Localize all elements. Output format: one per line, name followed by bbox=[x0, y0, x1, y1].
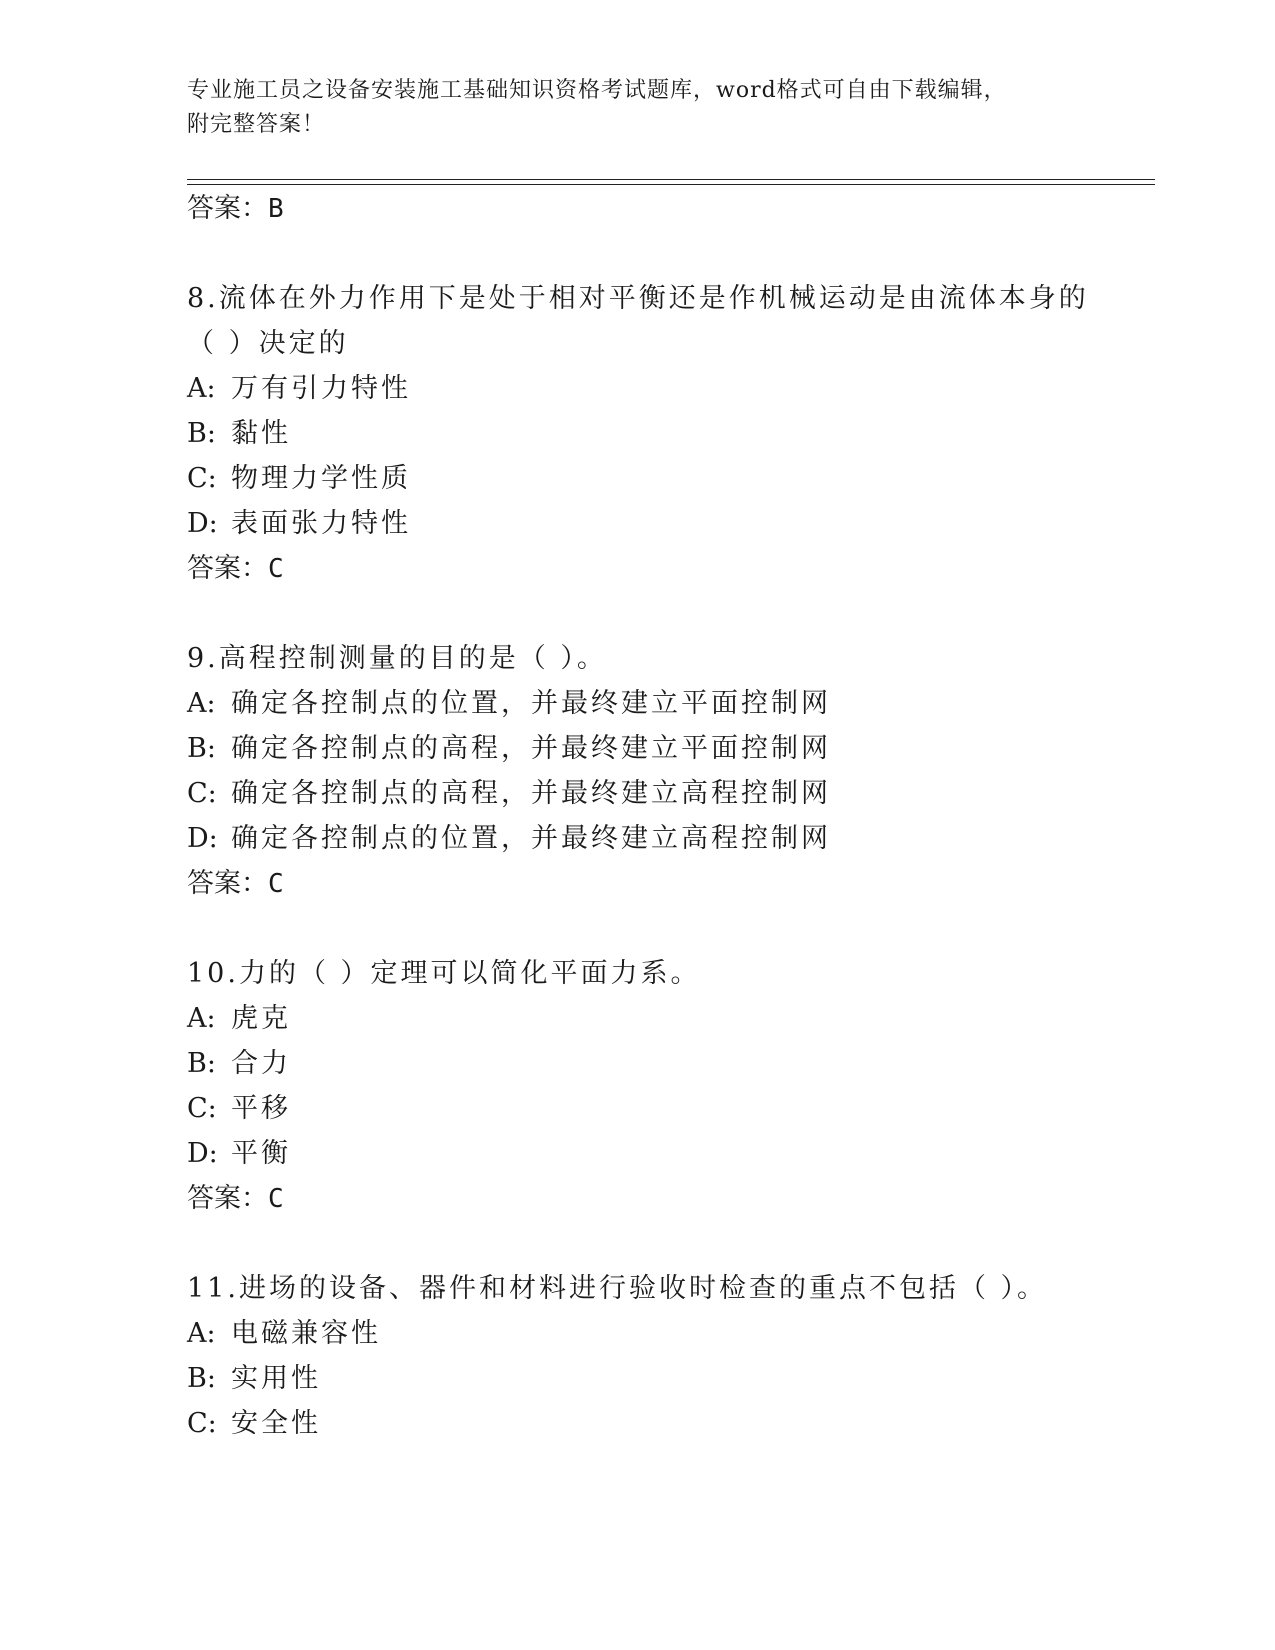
option-text: 确定各控制点的位置，并最终建立高程控制网 bbox=[231, 823, 831, 854]
prev-answer bbox=[187, 191, 284, 227]
question-11-stem: 11.进场的设备、器件和材料进行验收时检查的重点不包括（ ）。 bbox=[187, 1273, 1048, 1304]
option-letter: D: bbox=[187, 1138, 218, 1169]
option-text: 虎克 bbox=[231, 1003, 291, 1034]
answer-label: 答案： bbox=[187, 553, 268, 584]
option-text: 合力 bbox=[231, 1048, 291, 1079]
option-text: 确定各控制点的位置，并最终建立平面控制网 bbox=[231, 688, 831, 719]
question-10-stem: 10.力的（ ）定理可以简化平面力系。 bbox=[187, 958, 701, 989]
option-letter: B: bbox=[187, 418, 216, 449]
option-text: 平移 bbox=[231, 1093, 291, 1124]
option-letter: C: bbox=[187, 1093, 217, 1124]
option-letter: B: bbox=[187, 1048, 216, 1079]
option-text: 安全性 bbox=[231, 1408, 321, 1439]
option-text: 电磁兼容性 bbox=[231, 1318, 381, 1349]
question-8-option-d bbox=[187, 506, 411, 542]
question-8-stem-line-2: （ ）决定的 bbox=[187, 328, 349, 359]
header-line-2: 附完整答案！ bbox=[187, 112, 326, 137]
answer-label: 答案： bbox=[187, 1183, 268, 1214]
question-9-option-d bbox=[187, 821, 831, 857]
option-letter: C: bbox=[187, 1408, 217, 1439]
option-letter: D: bbox=[187, 508, 218, 539]
question-9-option-a bbox=[187, 686, 831, 722]
question-10-option-b bbox=[187, 1046, 291, 1082]
answer-value: C bbox=[268, 554, 284, 584]
option-text: 物理力学性质 bbox=[231, 463, 411, 494]
question-8-option-b bbox=[187, 416, 291, 452]
question-9-stem: 9.高程控制测量的目的是（ ）。 bbox=[187, 643, 607, 674]
question-8-option-c bbox=[187, 461, 411, 497]
answer-label: 答案： bbox=[187, 193, 268, 224]
question-10-option-d bbox=[187, 1136, 291, 1172]
question-8-option-a bbox=[187, 371, 411, 407]
question-8-answer bbox=[187, 551, 284, 587]
question-11-option-a bbox=[187, 1316, 381, 1352]
question-9-answer bbox=[187, 866, 284, 902]
question-9-option-c bbox=[187, 776, 831, 812]
question-10-answer bbox=[187, 1181, 284, 1217]
option-letter: A: bbox=[187, 373, 216, 404]
option-text: 万有引力特性 bbox=[231, 373, 411, 404]
option-text: 黏性 bbox=[231, 418, 291, 449]
answer-value: C bbox=[268, 1184, 284, 1214]
question-8-stem-line-1: 8.流体在外力作用下是处于相对平衡还是作机械运动是由流体本身的 bbox=[187, 283, 1089, 314]
answer-value: B bbox=[268, 194, 284, 224]
question-11-option-b bbox=[187, 1361, 321, 1397]
option-text: 平衡 bbox=[231, 1138, 291, 1169]
option-text: 表面张力特性 bbox=[231, 508, 411, 539]
option-letter: C: bbox=[187, 778, 217, 809]
header-divider-top bbox=[187, 179, 1155, 180]
question-10-option-a bbox=[187, 1001, 291, 1037]
option-letter: C: bbox=[187, 463, 217, 494]
answer-value: C bbox=[268, 869, 284, 899]
option-letter: D: bbox=[187, 823, 218, 854]
option-text: 确定各控制点的高程，并最终建立平面控制网 bbox=[231, 733, 831, 764]
option-letter: B: bbox=[187, 1363, 216, 1394]
option-letter: B: bbox=[187, 733, 216, 764]
question-10-option-c bbox=[187, 1091, 291, 1127]
option-letter: A: bbox=[187, 1318, 216, 1349]
option-letter: A: bbox=[187, 1003, 216, 1034]
header-line-1: 专业施工员之设备安装施工基础知识资格考试题库，word格式可自由下载编辑， bbox=[187, 78, 1007, 103]
document-header bbox=[187, 74, 1087, 142]
question-9-option-b bbox=[187, 731, 831, 767]
answer-label: 答案： bbox=[187, 868, 268, 899]
option-letter: A: bbox=[187, 688, 216, 719]
option-text: 确定各控制点的高程，并最终建立高程控制网 bbox=[231, 778, 831, 809]
option-text: 实用性 bbox=[231, 1363, 321, 1394]
header-divider-bottom bbox=[187, 184, 1155, 185]
question-11-option-c bbox=[187, 1406, 321, 1442]
